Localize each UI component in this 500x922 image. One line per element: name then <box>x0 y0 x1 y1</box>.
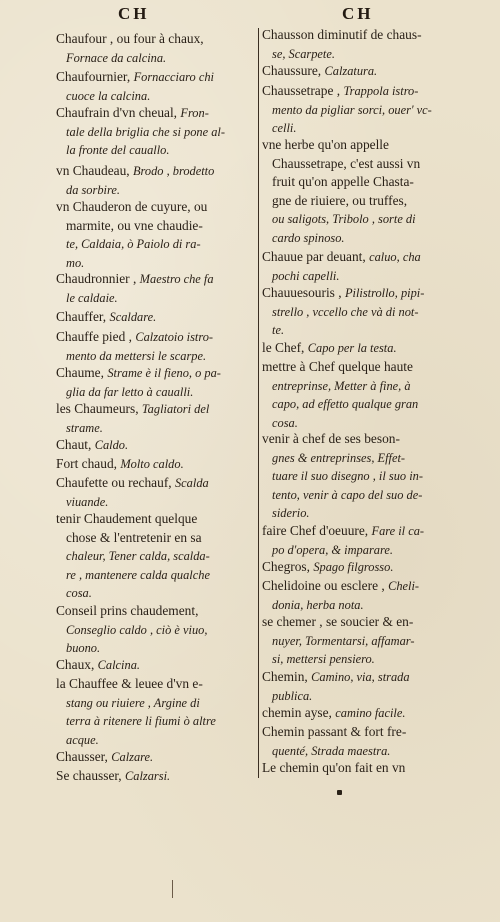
dictionary-line <box>262 248 474 267</box>
dictionary-line <box>262 687 474 706</box>
dictionary-line <box>56 694 254 713</box>
italian-gloss: po d'opera, & imparare. <box>272 542 393 557</box>
dictionary-line <box>262 704 474 723</box>
dictionary-line <box>262 192 474 211</box>
italian-gloss: gnes & entreprinses, Effet- <box>272 450 406 465</box>
dictionary-line <box>262 577 474 596</box>
binding-mark <box>172 880 173 898</box>
italian-gloss: Brodo , brodetto <box>132 164 215 178</box>
italian-gloss: Spago filgrosso. <box>313 560 394 574</box>
dictionary-line <box>56 621 254 640</box>
dictionary-line <box>262 596 474 615</box>
french-headword: Chaume, <box>56 365 108 380</box>
french-headword: venir à chef de ses beson- <box>262 431 400 446</box>
italian-gloss: Molto caldo. <box>120 457 184 471</box>
french-headword: Fort chaud, <box>56 456 121 471</box>
french-headword: les Chaumeurs, <box>56 401 142 416</box>
french-headword: Chauue par deuant, <box>262 249 370 264</box>
dictionary-line <box>56 748 254 767</box>
french-headword: tenir Chaudement quelque <box>56 511 198 526</box>
italian-gloss: Fornace da calcina. <box>66 50 167 65</box>
dictionary-line <box>56 602 254 621</box>
italian-gloss: terra à ritenere li fiumi ò altre <box>66 714 216 729</box>
italian-gloss: Calzatura. <box>324 64 378 78</box>
dictionary-line <box>56 141 254 160</box>
italian-gloss: se, Scarpete. <box>272 46 335 61</box>
dictionary-line <box>262 558 474 577</box>
dictionary-line <box>56 181 254 200</box>
dictionary-line <box>56 87 254 106</box>
dictionary-line <box>262 119 474 138</box>
italian-gloss: quenté, Strada maestra. <box>272 743 391 758</box>
dictionary-line <box>56 347 254 366</box>
french-headword: Chegros, <box>262 559 314 574</box>
dictionary-line <box>56 566 254 585</box>
french-headword: Chaufrain d'vn cheual, <box>56 105 181 120</box>
dictionary-line <box>56 731 254 750</box>
dictionary-line <box>262 26 474 45</box>
italian-gloss: te, Caldaia, ò Paiolo di ra- <box>66 237 201 252</box>
italian-gloss: Tagliatori del <box>141 402 210 416</box>
dictionary-line <box>262 136 474 155</box>
italian-gloss: re , mantenere calda qualche <box>66 567 210 582</box>
italian-gloss: mento da pigliar sorci, ouer' vc- <box>272 102 432 117</box>
french-headword: marmite, ou vne chaudie- <box>66 217 203 233</box>
italian-gloss: ou saligots, Tribolo , sorte di <box>272 212 416 227</box>
dictionary-line <box>56 529 254 548</box>
italian-gloss: pochi capelli. <box>272 268 340 283</box>
dictionary-line <box>56 455 254 474</box>
dictionary-line <box>56 474 254 493</box>
french-headword: Chelidoine ou esclere , <box>262 578 389 593</box>
italian-gloss: celli. <box>272 121 297 136</box>
italian-gloss: Calzarsi. <box>125 769 171 783</box>
italian-gloss: mo. <box>66 255 85 270</box>
dictionary-line <box>262 541 474 560</box>
french-headword: se chemer , se soucier & en- <box>262 614 414 629</box>
french-headword: Chaufournier, <box>56 69 134 84</box>
dictionary-line <box>56 289 254 308</box>
french-headword: Chaudronnier , <box>56 271 140 286</box>
italian-gloss: Maestro che fa <box>139 272 214 286</box>
italian-gloss: Calzatoio istro- <box>135 330 214 344</box>
dictionary-line <box>56 308 254 327</box>
french-headword: mettre à Chef quelque haute <box>262 359 413 374</box>
dictionary-line <box>262 62 474 81</box>
french-headword: Chauuesouris , <box>262 285 345 300</box>
italian-gloss: te. <box>272 323 285 338</box>
italian-gloss: camino facile. <box>335 706 406 720</box>
dictionary-line <box>262 668 474 687</box>
italian-gloss: Trappola istro- <box>343 84 419 98</box>
italian-gloss: Capo per la testa. <box>307 341 397 355</box>
french-headword: vn Chaudeau, <box>56 163 133 178</box>
dictionary-line <box>262 101 474 120</box>
french-headword: Chausson diminutif de chaus- <box>262 27 422 42</box>
dictionary-line <box>262 522 474 541</box>
dictionary-line <box>56 639 254 658</box>
dictionary-line <box>262 395 474 414</box>
dictionary-line <box>56 510 254 529</box>
page-mark <box>337 790 342 795</box>
italian-gloss: cardo spinoso. <box>272 231 345 245</box>
italian-gloss: le caldaie. <box>66 290 118 305</box>
dictionary-line <box>56 584 254 603</box>
french-headword: Chaufette ou rechauf, <box>56 475 175 490</box>
running-header-right: CH <box>342 4 374 23</box>
french-headword: Conseil prins chaudement, <box>56 603 199 618</box>
italian-gloss: Pilistrollo, pipi- <box>344 286 425 300</box>
italian-gloss: chaleur, Tener calda, scalda- <box>66 549 210 564</box>
dictionary-line <box>56 104 254 123</box>
italian-gloss: stang ou riuiere , Argine di <box>66 695 200 710</box>
italian-gloss: Cheli- <box>388 579 420 593</box>
italian-gloss: strame. <box>66 420 103 435</box>
dictionary-line <box>56 30 254 49</box>
italian-gloss: Calzare. <box>111 750 154 764</box>
italian-gloss: cosa. <box>272 415 298 430</box>
dictionary-line <box>262 173 474 192</box>
italian-gloss: publica. <box>272 688 313 703</box>
french-headword: vn Chauderon de cuyure, ou <box>56 199 208 214</box>
dictionary-line <box>262 45 474 64</box>
french-headword: vne herbe qu'on appelle <box>262 137 389 152</box>
dictionary-line <box>262 650 474 669</box>
italian-gloss: Scalda <box>174 476 209 490</box>
french-headword: fruit qu'on appelle Chasta- <box>272 174 414 190</box>
dictionary-line <box>56 767 254 786</box>
dictionary-line <box>56 364 254 383</box>
dictionary-line <box>56 217 254 236</box>
italian-gloss: tento, venir à capo del suo de- <box>272 487 423 502</box>
italian-gloss: acque. <box>66 732 99 747</box>
dictionary-line <box>56 675 254 694</box>
dictionary-line <box>262 449 474 468</box>
french-headword: Chauffe pied , <box>56 329 136 344</box>
french-headword: faire Chef d'oeuure, <box>262 523 372 538</box>
french-headword: Le chemin qu'on fait en vn <box>262 760 406 775</box>
dictionary-line <box>56 235 254 254</box>
dictionary-line <box>262 339 474 358</box>
italian-gloss: Calcina. <box>97 658 140 672</box>
italian-gloss: strello , vccello che và di not- <box>272 304 419 319</box>
dictionary-line <box>262 467 474 486</box>
dictionary-line <box>262 284 474 303</box>
dictionary-line <box>56 712 254 731</box>
dictionary-line <box>56 419 254 438</box>
french-headword: la Chauffee & leuee d'vn e- <box>56 676 203 691</box>
dictionary-line <box>262 267 474 286</box>
dictionary-line <box>262 486 474 505</box>
french-headword: Chaussure, <box>262 63 325 78</box>
dictionary-line <box>56 383 254 402</box>
dictionary-line <box>56 547 254 566</box>
dictionary-line <box>262 504 474 523</box>
dictionary-line <box>262 358 474 377</box>
italian-gloss: cosa. <box>66 586 92 601</box>
french-headword: Se chausser, <box>56 768 125 783</box>
italian-gloss: Caldo. <box>94 438 129 452</box>
italian-gloss: buono. <box>66 641 101 656</box>
italian-gloss: tuare il suo disegno , il suo in- <box>272 469 423 484</box>
column-divider <box>258 28 259 778</box>
french-headword: Chausser, <box>56 749 112 764</box>
dictionary-line <box>262 303 474 322</box>
french-headword: Chemin, <box>262 669 312 684</box>
italian-gloss: Fron- <box>180 106 209 120</box>
italian-gloss: viuande. <box>66 494 109 509</box>
dictionary-line <box>262 82 474 101</box>
italian-gloss: da sorbire. <box>66 182 120 197</box>
dictionary-line <box>262 377 474 396</box>
french-headword: le Chef, <box>262 340 308 355</box>
italian-gloss: la fronte del cauallo. <box>66 143 170 158</box>
dictionary-line <box>262 723 474 742</box>
dictionary-line <box>56 328 254 347</box>
dictionary-line <box>56 656 254 675</box>
italian-gloss: tale della briglia che si pone al- <box>66 124 225 139</box>
french-headword: Chaux, <box>56 657 98 672</box>
french-headword: chemin ayse, <box>262 705 336 720</box>
italian-gloss: Strame è il fieno, o pa- <box>107 366 221 380</box>
dictionary-line <box>262 155 474 174</box>
dictionary-line <box>262 229 474 248</box>
italian-gloss: entreprinse, Metter à fine, à <box>272 378 411 393</box>
dictionary-line <box>56 400 254 419</box>
italian-gloss: Fare il ca- <box>371 524 425 538</box>
running-header-left: CH <box>118 4 150 23</box>
dictionary-line <box>262 321 474 340</box>
dictionary-line <box>262 759 474 778</box>
dictionary-line <box>56 68 254 87</box>
french-headword: gne de riuiere, ou truffes, <box>272 192 408 208</box>
italian-gloss: Scaldare. <box>109 310 157 324</box>
dictionary-line <box>56 493 254 512</box>
french-headword: Chauffer, <box>56 309 110 324</box>
french-headword: Chemin passant & fort fre- <box>262 724 407 739</box>
italian-gloss: Conseglio caldo , ciò è viuo, <box>66 622 208 637</box>
dictionary-line <box>262 613 474 632</box>
italian-gloss: Camino, via, strada <box>311 670 410 684</box>
french-headword: Chaussetrape, c'est aussi vn <box>272 155 421 171</box>
dictionary-line <box>262 632 474 651</box>
dictionary-line <box>262 742 474 761</box>
italian-gloss: Fornacciaro chi <box>133 70 214 84</box>
italian-gloss: nuyer, Tormentarsi, affamar- <box>272 633 415 648</box>
dictionary-line <box>56 123 254 142</box>
italian-gloss: cuoce la calcina. <box>66 88 151 103</box>
dictionary-line <box>56 198 254 217</box>
dictionary-line <box>262 210 474 229</box>
italian-gloss: glia da far letto à caualli. <box>66 384 194 399</box>
french-headword: Chaussetrape , <box>262 83 344 98</box>
dictionary-line <box>56 49 254 68</box>
italian-gloss: donia, herba nota. <box>272 597 364 612</box>
dictionary-line <box>56 162 254 181</box>
french-headword: Chaufour , ou four à chaux, <box>56 31 204 46</box>
dictionary-line <box>56 436 254 455</box>
dictionary-line <box>262 430 474 449</box>
italian-gloss: capo, ad effetto qualque gran <box>272 397 419 412</box>
italian-gloss: mento da mettersi le scarpe. <box>66 348 207 363</box>
italian-gloss: caluo, cha <box>369 250 421 264</box>
dictionary-line <box>56 270 254 289</box>
french-headword: chose & l'entretenir en sa <box>66 529 202 545</box>
italian-gloss: siderio. <box>272 506 310 521</box>
french-headword: Chaut, <box>56 437 95 452</box>
italian-gloss: si, mettersi pensiero. <box>272 652 375 667</box>
